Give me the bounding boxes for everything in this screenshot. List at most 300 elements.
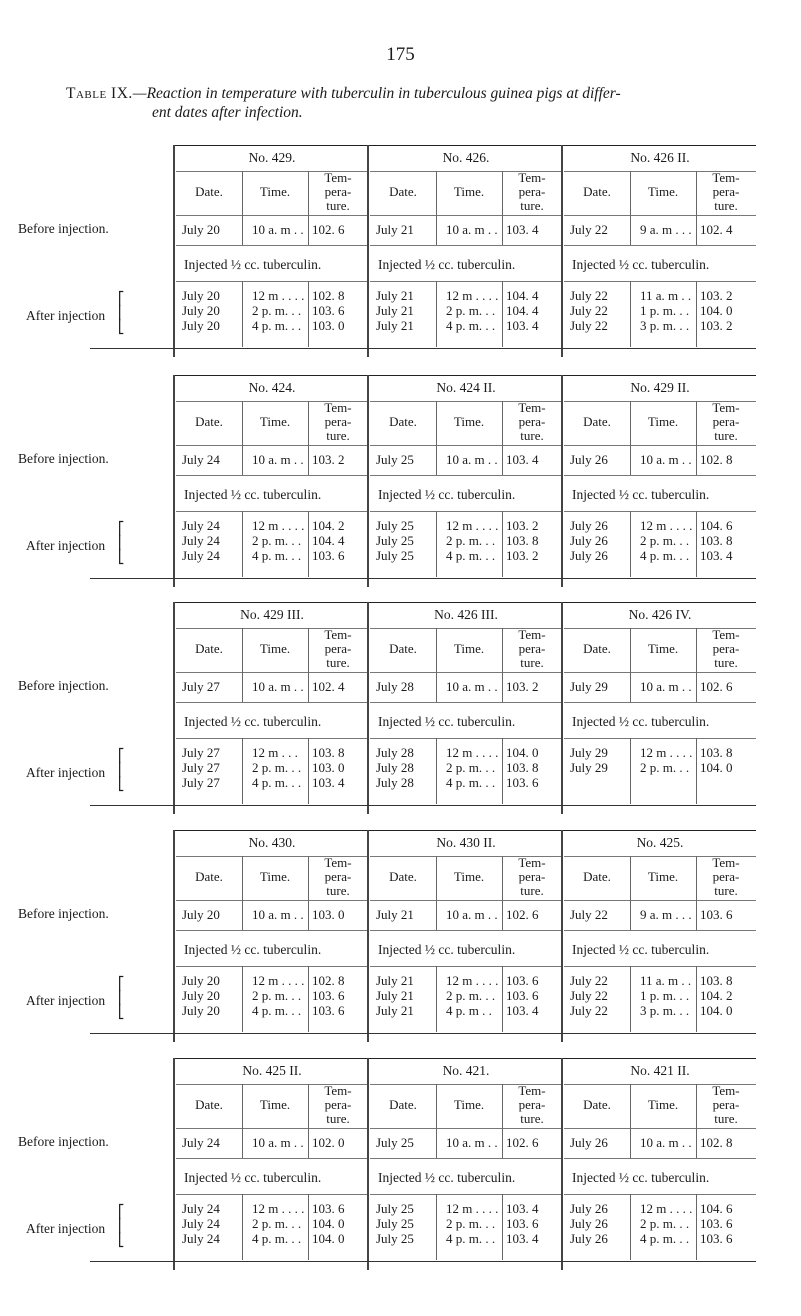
injection-note: Injected ½ cc. tuberculin.: [184, 942, 322, 957]
animal-number: No. 421.: [442, 1063, 490, 1078]
after-time-cell: 12 m . . . .: [446, 518, 499, 533]
after-temp-cell: 104. 4: [506, 288, 539, 303]
column-header-temperature: Tem- pera- ture.: [712, 170, 740, 213]
column-header-date: Date.: [389, 869, 417, 884]
rule: [176, 966, 368, 967]
animal-number: No. 430.: [248, 835, 296, 850]
column-rule: [502, 738, 503, 804]
column-header-time: Time.: [647, 1097, 679, 1112]
after-date-cell: July 20: [182, 288, 220, 303]
column-rule: [630, 1084, 631, 1158]
after-time-cell: 2 p. m. . .: [252, 303, 302, 318]
animal-group: [564, 830, 756, 1042]
column-rule: [630, 171, 631, 245]
rule: [176, 445, 368, 446]
rule: [176, 245, 368, 246]
after-date-cell: July 21: [376, 973, 414, 988]
rule: [564, 281, 756, 282]
column-rule: [502, 1194, 503, 1260]
after-temp-cell: 103. 0: [312, 318, 345, 333]
after-temp-cell: 104. 4: [312, 533, 345, 548]
rule: [564, 930, 756, 931]
after-date-cell: July 29: [570, 745, 608, 760]
column-rule: [696, 511, 697, 577]
column-rule: [436, 511, 437, 577]
before-injection-label: Before injection.: [18, 906, 109, 921]
rule: [564, 245, 756, 246]
animal-number: No. 424.: [248, 380, 296, 395]
column-rule: [308, 1084, 309, 1158]
after-time-cell: 12 m . . . .: [252, 973, 305, 988]
after-temp-cell: 103. 2: [506, 518, 539, 533]
after-temp-cell: 103. 4: [700, 548, 733, 563]
rule: [176, 738, 368, 739]
column-rule: [630, 401, 631, 475]
column-rule: [242, 966, 243, 1032]
after-date-cell: July 22: [570, 1003, 608, 1018]
group-separator: [561, 145, 563, 357]
animal-group: [176, 602, 368, 814]
after-time-cell: 4 p. m. . .: [252, 775, 302, 790]
before-injection-label: Before injection.: [18, 451, 109, 466]
column-header-time: Time.: [259, 641, 291, 656]
rule: [564, 738, 756, 739]
column-header-date: Date.: [389, 414, 417, 429]
after-time-cell: 2 p. m. . .: [446, 760, 496, 775]
after-date-cell: July 26: [570, 1231, 608, 1246]
column-header-temperature: Tem- pera- ture.: [324, 400, 352, 443]
column-rule: [436, 628, 437, 702]
after-date-cell: July 27: [182, 760, 220, 775]
after-time-cell: 2 p. m. . .: [252, 1216, 302, 1231]
animal-number: No. 429 II.: [630, 380, 690, 395]
animal-group: [176, 145, 368, 357]
animal-number: No. 426 IV.: [628, 607, 692, 622]
after-temp-cell: 104. 0: [312, 1216, 345, 1231]
after-time-cell: 4 p. m. . .: [446, 1231, 496, 1246]
column-rule: [502, 856, 503, 930]
brace-icon: ⎡ ⎢ ⎣: [118, 748, 125, 791]
brace-icon: ⎡ ⎢ ⎣: [118, 291, 125, 334]
column-header-date: Date.: [195, 184, 223, 199]
rule: [176, 511, 368, 512]
column-rule: [436, 281, 437, 347]
column-header-date: Date.: [583, 641, 611, 656]
after-time-cell: 12 m . . . .: [640, 745, 693, 760]
rule: [370, 511, 562, 512]
after-date-cell: July 21: [376, 1003, 414, 1018]
after-temp-cell: 103. 8: [700, 973, 733, 988]
column-header-time: Time.: [259, 1097, 291, 1112]
column-rule: [630, 1194, 631, 1260]
rule: [176, 281, 368, 282]
table-block: [0, 1058, 801, 1270]
injection-note: Injected ½ cc. tuberculin.: [378, 714, 516, 729]
column-header-time: Time.: [453, 1097, 485, 1112]
column-rule: [630, 966, 631, 1032]
animal-number: No. 425 II.: [242, 1063, 302, 1078]
after-date-cell: July 21: [376, 288, 414, 303]
after-time-cell: 1 p. m. . .: [640, 303, 690, 318]
after-date-cell: July 20: [182, 973, 220, 988]
animal-number: No. 429 III.: [240, 607, 304, 622]
column-header-temperature: Tem- pera- ture.: [518, 400, 546, 443]
after-temp-cell: 103. 6: [312, 303, 345, 318]
column-rule: [242, 171, 243, 245]
after-time-cell: 4 p. m . .: [446, 1003, 492, 1018]
after-time-cell: 3 p. m. . .: [640, 1003, 690, 1018]
column-rule: [308, 856, 309, 930]
column-header-temperature: Tem- pera- ture.: [324, 170, 352, 213]
before-temp-cell: 102. 6: [312, 222, 345, 237]
after-time-cell: 2 p. m. . .: [446, 303, 496, 318]
column-rule: [696, 171, 697, 245]
after-time-cell: 12 m . . . .: [640, 1201, 693, 1216]
column-rule: [696, 1194, 697, 1260]
after-date-cell: July 29: [570, 760, 608, 775]
before-time-cell: 10 a. m . .: [252, 907, 304, 922]
rule: [370, 930, 562, 931]
after-injection-label: After injection: [26, 538, 106, 553]
before-date-cell: July 25: [376, 1135, 414, 1150]
before-temp-cell: 102. 8: [700, 1135, 733, 1150]
column-rule: [630, 856, 631, 930]
after-temp-cell: 103. 4: [506, 1231, 539, 1246]
column-rule: [502, 966, 503, 1032]
column-header-time: Time.: [259, 414, 291, 429]
before-date-cell: July 26: [570, 1135, 608, 1150]
rule: [176, 900, 368, 901]
column-header-date: Date.: [195, 414, 223, 429]
after-temp-cell: 103. 8: [312, 745, 345, 760]
animal-number: No. 429.: [248, 150, 296, 165]
before-injection-label: Before injection.: [18, 1134, 109, 1149]
before-date-cell: July 29: [570, 679, 608, 694]
after-temp-cell: 103. 4: [312, 775, 345, 790]
column-header-date: Date.: [389, 1097, 417, 1112]
column-rule: [502, 1084, 503, 1158]
column-header-date: Date.: [195, 641, 223, 656]
before-time-cell: 10 a. m . .: [252, 679, 304, 694]
after-temp-cell: 103. 6: [312, 1201, 345, 1216]
group-separator: [173, 830, 175, 1042]
rule: [564, 511, 756, 512]
injection-note: Injected ½ cc. tuberculin.: [572, 487, 710, 502]
after-temp-cell: 104. 0: [700, 760, 733, 775]
injection-note: Injected ½ cc. tuberculin.: [378, 257, 516, 272]
rule: [370, 1158, 562, 1159]
before-temp-cell: 102. 4: [700, 222, 733, 237]
after-temp-cell: 103. 6: [700, 1216, 733, 1231]
after-date-cell: July 26: [570, 518, 608, 533]
column-header-date: Date.: [195, 1097, 223, 1112]
before-date-cell: July 20: [182, 222, 220, 237]
column-rule: [436, 738, 437, 804]
column-rule: [436, 1194, 437, 1260]
caption-text-line1: —Reaction in temperature with tuberculin in tuberculous guinea pigs at differ-: [132, 85, 621, 102]
column-rule: [502, 511, 503, 577]
after-date-cell: July 21: [376, 988, 414, 1003]
after-temp-cell: 103. 4: [506, 1201, 539, 1216]
after-time-cell: 2 p. m. . .: [446, 988, 496, 1003]
before-date-cell: July 24: [182, 1135, 220, 1150]
block-bottom-rule: [90, 805, 756, 806]
before-temp-cell: 103. 2: [312, 452, 345, 467]
before-time-cell: 10 a. m . .: [640, 1135, 692, 1150]
after-time-cell: 4 p. m. . .: [640, 548, 690, 563]
table-caption: [66, 84, 756, 122]
injection-note: Injected ½ cc. tuberculin.: [572, 1170, 710, 1185]
block-bottom-rule: [90, 348, 756, 349]
before-temp-cell: 103. 4: [506, 452, 539, 467]
rule: [370, 245, 562, 246]
column-header-time: Time.: [453, 869, 485, 884]
after-date-cell: July 20: [182, 1003, 220, 1018]
after-temp-cell: 103. 2: [700, 318, 733, 333]
rule: [176, 1158, 368, 1159]
after-date-cell: July 25: [376, 1216, 414, 1231]
column-rule: [242, 628, 243, 702]
group-separator: [561, 830, 563, 1042]
after-time-cell: 12 m . . . .: [252, 1201, 305, 1216]
after-date-cell: July 24: [182, 1231, 220, 1246]
before-temp-cell: 103. 2: [506, 679, 539, 694]
rule: [564, 1194, 756, 1195]
rule: [176, 475, 368, 476]
column-header-time: Time.: [647, 641, 679, 656]
brace-icon: ⎡ ⎢ ⎣: [118, 976, 125, 1019]
group-separator: [367, 375, 369, 587]
before-time-cell: 10 a. m . .: [252, 222, 304, 237]
column-header-date: Date.: [583, 184, 611, 199]
before-time-cell: 9 a. m . . .: [640, 907, 692, 922]
rule: [176, 702, 368, 703]
column-header-date: Date.: [583, 1097, 611, 1112]
column-rule: [308, 281, 309, 347]
after-date-cell: July 26: [570, 1216, 608, 1231]
after-date-cell: July 20: [182, 988, 220, 1003]
after-temp-cell: 104. 2: [312, 518, 345, 533]
after-temp-cell: 103. 6: [312, 988, 345, 1003]
column-rule: [630, 738, 631, 804]
animal-group: [176, 830, 368, 1042]
before-temp-cell: 102. 0: [312, 1135, 345, 1150]
after-time-cell: 2 p. m. . .: [252, 533, 302, 548]
injection-note: Injected ½ cc. tuberculin.: [378, 487, 516, 502]
after-temp-cell: 104. 6: [700, 1201, 733, 1216]
table-block: [0, 602, 801, 814]
rule: [370, 738, 562, 739]
brace-icon: ⎡ ⎢ ⎣: [118, 521, 125, 564]
rule: [370, 1194, 562, 1195]
before-injection-label: Before injection.: [18, 221, 109, 236]
after-date-cell: July 27: [182, 745, 220, 760]
after-time-cell: 4 p. m. . .: [446, 775, 496, 790]
column-rule: [502, 281, 503, 347]
after-time-cell: 4 p. m. . .: [446, 318, 496, 333]
injection-note: Injected ½ cc. tuberculin.: [184, 1170, 322, 1185]
injection-note: Injected ½ cc. tuberculin.: [378, 942, 516, 957]
group-separator: [173, 1058, 175, 1270]
column-header-temperature: Tem- pera- ture.: [324, 627, 352, 670]
group-separator: [561, 1058, 563, 1270]
after-injection-label: After injection: [26, 765, 106, 780]
rule: [370, 702, 562, 703]
after-date-cell: July 22: [570, 988, 608, 1003]
before-time-cell: 9 a. m . . .: [640, 222, 692, 237]
after-date-cell: July 20: [182, 303, 220, 318]
after-time-cell: 1 p. m. . .: [640, 988, 690, 1003]
after-date-cell: July 27: [182, 775, 220, 790]
animal-group: [564, 375, 756, 587]
after-temp-cell: 103. 6: [506, 988, 539, 1003]
column-header-temperature: Tem- pera- ture.: [518, 855, 546, 898]
after-date-cell: July 21: [376, 318, 414, 333]
after-date-cell: July 24: [182, 533, 220, 548]
after-date-cell: July 24: [182, 548, 220, 563]
group-separator: [367, 602, 369, 814]
animal-group: [370, 830, 562, 1042]
before-date-cell: July 22: [570, 222, 608, 237]
animal-group: [564, 145, 756, 357]
after-injection-label: After injection: [26, 308, 106, 323]
animal-number: No. 425.: [636, 835, 684, 850]
rule: [564, 445, 756, 446]
before-temp-cell: 102. 6: [506, 1135, 539, 1150]
after-temp-cell: 104. 2: [700, 988, 733, 1003]
column-header-date: Date.: [583, 869, 611, 884]
before-temp-cell: 103. 6: [700, 907, 733, 922]
animal-group: [370, 145, 562, 357]
after-time-cell: 2 p. m. . .: [640, 760, 690, 775]
after-temp-cell: 103. 6: [700, 1231, 733, 1246]
after-time-cell: 11 a. m . .: [640, 973, 692, 988]
after-time-cell: 4 p. m. . .: [252, 318, 302, 333]
after-date-cell: July 24: [182, 518, 220, 533]
rule: [370, 672, 562, 673]
block-bottom-rule: [90, 1261, 756, 1262]
column-rule: [696, 1084, 697, 1158]
before-date-cell: July 27: [182, 679, 220, 694]
rule: [176, 1128, 368, 1129]
column-rule: [242, 511, 243, 577]
after-time-cell: 12 m . . . .: [252, 518, 305, 533]
after-date-cell: July 24: [182, 1201, 220, 1216]
after-time-cell: 12 m . . . .: [446, 1201, 499, 1216]
after-temp-cell: 102. 8: [312, 973, 345, 988]
column-rule: [242, 856, 243, 930]
table-label: Table IX.: [66, 85, 133, 102]
after-date-cell: July 24: [182, 1216, 220, 1231]
group-separator: [367, 1058, 369, 1270]
after-temp-cell: 104. 4: [506, 303, 539, 318]
column-header-temperature: Tem- pera- ture.: [712, 855, 740, 898]
after-date-cell: July 25: [376, 1231, 414, 1246]
after-injection-label: After injection: [26, 1221, 106, 1236]
column-header-time: Time.: [453, 414, 485, 429]
rule: [370, 1128, 562, 1129]
after-time-cell: 12 m . . . .: [446, 973, 499, 988]
rule: [564, 672, 756, 673]
column-header-time: Time.: [259, 184, 291, 199]
column-header-temperature: Tem- pera- ture.: [712, 627, 740, 670]
injection-note: Injected ½ cc. tuberculin.: [184, 714, 322, 729]
after-time-cell: 3 p. m. . .: [640, 318, 690, 333]
after-date-cell: July 25: [376, 1201, 414, 1216]
column-rule: [696, 628, 697, 702]
column-header-date: Date.: [583, 414, 611, 429]
after-date-cell: July 28: [376, 775, 414, 790]
caption-text-line2: ent dates after infection.: [152, 104, 303, 121]
animal-group: [370, 602, 562, 814]
column-rule: [502, 401, 503, 475]
group-separator: [173, 145, 175, 357]
before-date-cell: July 24: [182, 452, 220, 467]
rule: [564, 1158, 756, 1159]
before-date-cell: July 21: [376, 907, 414, 922]
after-time-cell: 12 m . . .: [252, 745, 298, 760]
after-time-cell: 4 p. m. . .: [252, 548, 302, 563]
after-temp-cell: 104. 6: [700, 518, 733, 533]
after-temp-cell: 103. 6: [312, 548, 345, 563]
animal-group: [176, 1058, 368, 1270]
after-date-cell: July 21: [376, 303, 414, 318]
column-header-temperature: Tem- pera- ture.: [518, 1083, 546, 1126]
column-rule: [436, 1084, 437, 1158]
after-date-cell: July 22: [570, 318, 608, 333]
column-rule: [308, 966, 309, 1032]
animal-group: [370, 375, 562, 587]
before-time-cell: 10 a. m . .: [446, 1135, 498, 1150]
rule: [176, 215, 368, 216]
before-date-cell: July 25: [376, 452, 414, 467]
after-time-cell: 2 p. m. . .: [446, 1216, 496, 1231]
column-rule: [436, 856, 437, 930]
after-time-cell: 12 m . . . .: [446, 745, 499, 760]
before-temp-cell: 103. 0: [312, 907, 345, 922]
group-separator: [173, 375, 175, 587]
after-date-cell: July 26: [570, 533, 608, 548]
animal-group: [564, 1058, 756, 1270]
injection-note: Injected ½ cc. tuberculin.: [572, 714, 710, 729]
after-date-cell: July 22: [570, 303, 608, 318]
before-time-cell: 10 a. m . .: [640, 452, 692, 467]
after-temp-cell: 104. 0: [700, 303, 733, 318]
before-date-cell: July 28: [376, 679, 414, 694]
before-time-cell: 10 a. m . .: [446, 452, 498, 467]
after-temp-cell: 103. 4: [506, 318, 539, 333]
after-temp-cell: 103. 8: [506, 533, 539, 548]
column-rule: [696, 401, 697, 475]
column-rule: [308, 628, 309, 702]
before-time-cell: 10 a. m . .: [446, 679, 498, 694]
after-date-cell: July 22: [570, 288, 608, 303]
after-temp-cell: 103. 2: [506, 548, 539, 563]
after-temp-cell: 103. 0: [312, 760, 345, 775]
before-time-cell: 10 a. m . .: [252, 1135, 304, 1150]
after-time-cell: 12 m . . . .: [446, 288, 499, 303]
after-temp-cell: 102. 8: [312, 288, 345, 303]
after-temp-cell: 104. 0: [312, 1231, 345, 1246]
block-bottom-rule: [90, 578, 756, 579]
after-time-cell: 4 p. m. . .: [252, 1231, 302, 1246]
table-block: [0, 145, 801, 357]
column-rule: [308, 401, 309, 475]
after-time-cell: 4 p. m. . .: [446, 548, 496, 563]
after-time-cell: 4 p. m. . .: [640, 1231, 690, 1246]
column-rule: [436, 966, 437, 1032]
before-date-cell: July 21: [376, 222, 414, 237]
